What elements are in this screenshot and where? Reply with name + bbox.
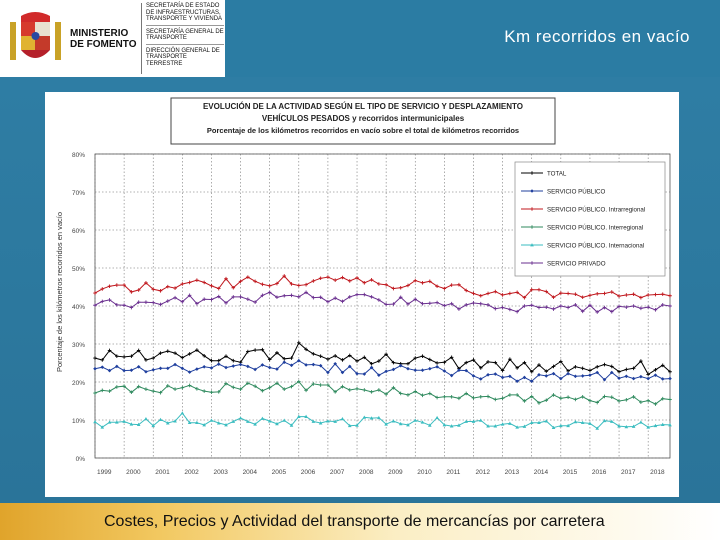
data-point (188, 384, 192, 388)
data-point (384, 370, 388, 374)
data-point (486, 395, 490, 399)
data-point (501, 293, 505, 297)
data-point (588, 294, 592, 298)
legend-label: SERVICIO PÚBLICO. Interregional (547, 224, 644, 232)
series-2 (93, 274, 672, 299)
y-tick-label: 20% (71, 380, 85, 387)
x-tick-label: 2009 (388, 469, 403, 476)
series-line (95, 343, 670, 375)
data-point (195, 387, 199, 391)
series-layer (93, 274, 672, 430)
data-point (413, 390, 417, 394)
x-tick-label: 2006 (300, 469, 316, 476)
data-point (472, 292, 476, 296)
data-point (173, 387, 177, 391)
data-point (668, 398, 672, 402)
x-tick-label: 2002 (184, 469, 199, 476)
data-point (625, 293, 629, 297)
data-point (544, 374, 548, 378)
data-point (566, 306, 570, 310)
data-point (537, 288, 541, 292)
data-point (195, 278, 199, 282)
data-point (319, 276, 323, 280)
data-point (210, 284, 214, 288)
series-5 (93, 291, 672, 314)
x-tick-label: 2008 (359, 469, 374, 476)
data-point (268, 284, 272, 288)
x-tick-label: 2007 (329, 469, 345, 476)
data-point (333, 278, 337, 282)
data-point (617, 399, 621, 403)
series-4 (93, 411, 672, 430)
footer-band (0, 503, 720, 540)
data-point (261, 417, 265, 420)
data-point (151, 368, 155, 372)
data-point (639, 296, 643, 300)
y-tick-label: 10% (71, 418, 85, 425)
data-point (588, 369, 592, 373)
data-point (668, 294, 672, 298)
data-point (151, 301, 155, 305)
data-point (239, 416, 243, 419)
data-point (326, 275, 330, 279)
data-point (603, 363, 607, 367)
data-point (435, 301, 439, 305)
data-point (195, 367, 199, 371)
data-point (443, 395, 447, 399)
data-point (646, 377, 650, 381)
data-point (610, 395, 614, 399)
data-point (210, 390, 214, 394)
chart-title-line-2: VEHÍCULOS PESADOS y recorridos intermunicipales (261, 114, 465, 123)
data-point (122, 355, 126, 359)
data-point (479, 377, 483, 381)
legend (515, 162, 665, 276)
data-point (115, 385, 119, 389)
data-point (100, 389, 104, 393)
data-point (355, 293, 359, 297)
data-point (574, 292, 578, 296)
data-point (239, 295, 243, 299)
data-point (574, 398, 578, 402)
data-point (501, 397, 505, 401)
data-point (639, 375, 643, 379)
data-point (595, 365, 599, 369)
chart-panel (45, 92, 679, 497)
data-point (333, 296, 337, 300)
data-point (100, 365, 104, 369)
data-point (661, 292, 665, 296)
line-chart (45, 92, 679, 497)
data-point (501, 376, 505, 380)
x-tick-label: 2016 (591, 469, 607, 476)
data-point (523, 376, 527, 380)
data-point (312, 279, 316, 283)
x-tick-label: 2013 (504, 469, 520, 476)
data-point (486, 292, 490, 296)
data-point (508, 308, 512, 312)
data-point (144, 417, 148, 420)
slide-title: Km recorridos en vacío (504, 27, 690, 46)
legend-label: SERVICIO PÚBLICO. Intrarregional (547, 206, 646, 214)
data-point (413, 368, 417, 372)
data-point (559, 304, 563, 308)
x-tick-label: 1999 (97, 469, 112, 476)
data-point (166, 367, 170, 371)
data-point (450, 395, 454, 399)
data-point (581, 295, 585, 299)
chart-title-line-1: EVOLUCIÓN DE LA ACTIVIDAD SEGÚN EL TIPO DE SERVICIO Y DESPLAZAMIENTO (202, 102, 524, 111)
data-point (632, 304, 636, 308)
ministry-logo-block (0, 0, 225, 77)
data-point (559, 397, 563, 401)
data-point (421, 354, 425, 358)
data-point (166, 299, 170, 303)
data-point (173, 363, 177, 367)
data-point (341, 417, 345, 420)
data-point (93, 367, 97, 371)
data-point (348, 279, 352, 283)
data-point (494, 307, 498, 311)
data-point (632, 377, 636, 381)
x-tick-label: 2004 (242, 469, 258, 476)
data-point (603, 292, 607, 296)
data-point (246, 297, 250, 301)
data-point (435, 416, 439, 419)
secretaria-estado: SECRETARÍA DE ESTADO DE INFRAESTRUCTURAS, TRANSPORTE Y VIVIENDA (146, 3, 224, 26)
data-point (355, 387, 359, 391)
data-point (494, 398, 498, 402)
data-point (508, 393, 512, 397)
legend-label: SERVICIO PRIVADO (547, 260, 606, 268)
series-1 (93, 359, 672, 383)
legend-label: TOTAL (547, 170, 567, 178)
series-line (95, 382, 670, 404)
y-tick-label: 60% (71, 228, 85, 235)
legend-label: SERVICIO PÚBLICO. Internacional (547, 242, 645, 250)
data-point (312, 363, 316, 367)
data-point (566, 292, 570, 296)
data-point (188, 352, 192, 356)
data-point (392, 368, 396, 372)
data-point (210, 366, 214, 370)
data-point (625, 375, 629, 379)
data-point (297, 284, 301, 288)
data-point (370, 295, 374, 299)
data-point (231, 386, 235, 390)
data-point (282, 294, 286, 298)
footer-text: Costes, Precios y Actividad del transporte de mercancías por carretera (104, 513, 605, 530)
data-point (392, 419, 396, 422)
x-tick-label: 2000 (126, 469, 141, 476)
data-point (479, 302, 483, 306)
data-point (639, 306, 643, 310)
y-tick-label: 0% (75, 456, 85, 463)
data-point (166, 349, 170, 353)
x-tick-label: 2014 (533, 469, 549, 476)
data-point (435, 361, 439, 365)
coat-of-arms-icon (8, 8, 63, 70)
data-point (210, 298, 214, 302)
x-tick-label: 2018 (650, 469, 665, 476)
series-0 (93, 341, 672, 376)
data-point (508, 292, 512, 296)
data-point (93, 303, 97, 307)
data-point (93, 391, 97, 395)
chart-title-line-3: Porcentaje de los kilómetros recorridos en vacío sobre el total de kilómetros recorridos (206, 126, 520, 135)
data-point (341, 276, 345, 280)
data-point (668, 304, 672, 308)
data-point (210, 418, 214, 421)
data-point (188, 281, 192, 285)
data-point (588, 399, 592, 403)
data-point (268, 366, 272, 370)
data-point (646, 399, 650, 403)
data-point (581, 374, 585, 378)
ministry-departments (146, 3, 224, 72)
data-point (144, 387, 148, 391)
data-point (472, 301, 476, 305)
data-point (115, 283, 119, 287)
data-point (224, 366, 228, 370)
data-point (406, 393, 410, 397)
x-tick-label: 2001 (155, 469, 170, 476)
data-point (253, 348, 257, 352)
data-point (668, 377, 672, 381)
x-tick-label: 2017 (621, 469, 636, 476)
data-point (552, 307, 556, 311)
y-tick-label: 50% (71, 266, 85, 273)
data-point (159, 367, 163, 371)
data-point (428, 302, 432, 306)
secretaria-general: SECRETARÍA GENERAL DE TRANSPORTE (146, 29, 224, 45)
x-tick-label: 2015 (562, 469, 578, 476)
data-point (181, 386, 185, 390)
data-point (319, 354, 323, 358)
data-point (632, 292, 636, 296)
data-point (202, 389, 206, 393)
data-point (428, 358, 432, 362)
data-point (122, 303, 126, 307)
data-point (581, 367, 585, 371)
data-point (399, 286, 403, 290)
data-point (181, 367, 185, 371)
x-tick-label: 2005 (271, 469, 287, 476)
x-tick-label: 2003 (213, 469, 228, 476)
data-point (108, 284, 112, 288)
data-point (610, 290, 614, 294)
data-point (363, 293, 367, 297)
data-point (246, 365, 250, 369)
y-axis-label: Porcentaje de los kilómetros recorridos en vacío (55, 211, 64, 373)
data-point (479, 395, 483, 399)
data-point (588, 373, 592, 377)
data-point (581, 395, 585, 399)
data-point (100, 300, 104, 304)
data-point (625, 368, 629, 372)
data-point (130, 368, 134, 372)
x-tick-label: 2012 (475, 469, 490, 476)
data-point (443, 287, 447, 291)
data-point (639, 420, 643, 423)
data-point (188, 370, 192, 374)
series-line (95, 413, 670, 428)
data-point (450, 283, 454, 287)
data-point (202, 365, 206, 369)
data-point (93, 356, 97, 360)
data-point (93, 420, 97, 423)
divider (141, 3, 142, 74)
ministry-name: MINISTERIO DE FOMENTO (70, 28, 137, 50)
data-point (654, 293, 658, 297)
x-tick-label: 2011 (446, 469, 461, 476)
data-point (384, 283, 388, 287)
y-tick-label: 70% (71, 190, 85, 197)
data-point (261, 283, 265, 287)
data-point (421, 368, 425, 372)
data-point (326, 357, 330, 361)
data-point (392, 287, 396, 291)
data-point (290, 294, 294, 298)
y-tick-label: 80% (71, 152, 85, 159)
direccion-general: DIRECCIÓN GENERAL DE TRANSPORTE TERRESTRE (146, 47, 220, 67)
data-point (348, 388, 352, 392)
data-point (370, 390, 374, 394)
y-tick-label: 30% (71, 342, 85, 349)
data-point (406, 367, 410, 371)
data-point (363, 388, 367, 392)
data-point (494, 290, 498, 294)
data-point (231, 364, 235, 368)
data-point (443, 304, 447, 308)
data-point (625, 398, 629, 402)
data-point (595, 292, 599, 296)
data-point (151, 389, 155, 393)
data-point (319, 383, 323, 387)
data-point (304, 283, 308, 287)
legend-label: SERVICIO PÚBLICO (547, 188, 606, 196)
data-point (159, 418, 163, 421)
data-point (574, 375, 578, 379)
data-point (566, 395, 570, 399)
data-point (428, 367, 432, 371)
data-point (144, 300, 148, 304)
data-point (181, 411, 185, 414)
data-point (202, 281, 206, 285)
data-point (421, 394, 425, 398)
y-tick-label: 40% (71, 304, 85, 311)
data-point (646, 293, 650, 297)
data-point (479, 294, 483, 298)
legend-box (515, 162, 665, 276)
series-line (95, 276, 670, 298)
data-point (282, 418, 286, 421)
data-point (239, 363, 243, 367)
data-point (661, 377, 665, 381)
data-point (421, 281, 425, 285)
data-point (530, 303, 534, 307)
data-point (173, 296, 177, 300)
data-point (290, 356, 294, 360)
x-tick-label: 2010 (417, 469, 432, 476)
series-3 (93, 380, 672, 406)
data-point (217, 362, 221, 366)
data-point (494, 372, 498, 376)
series-line (95, 361, 670, 382)
